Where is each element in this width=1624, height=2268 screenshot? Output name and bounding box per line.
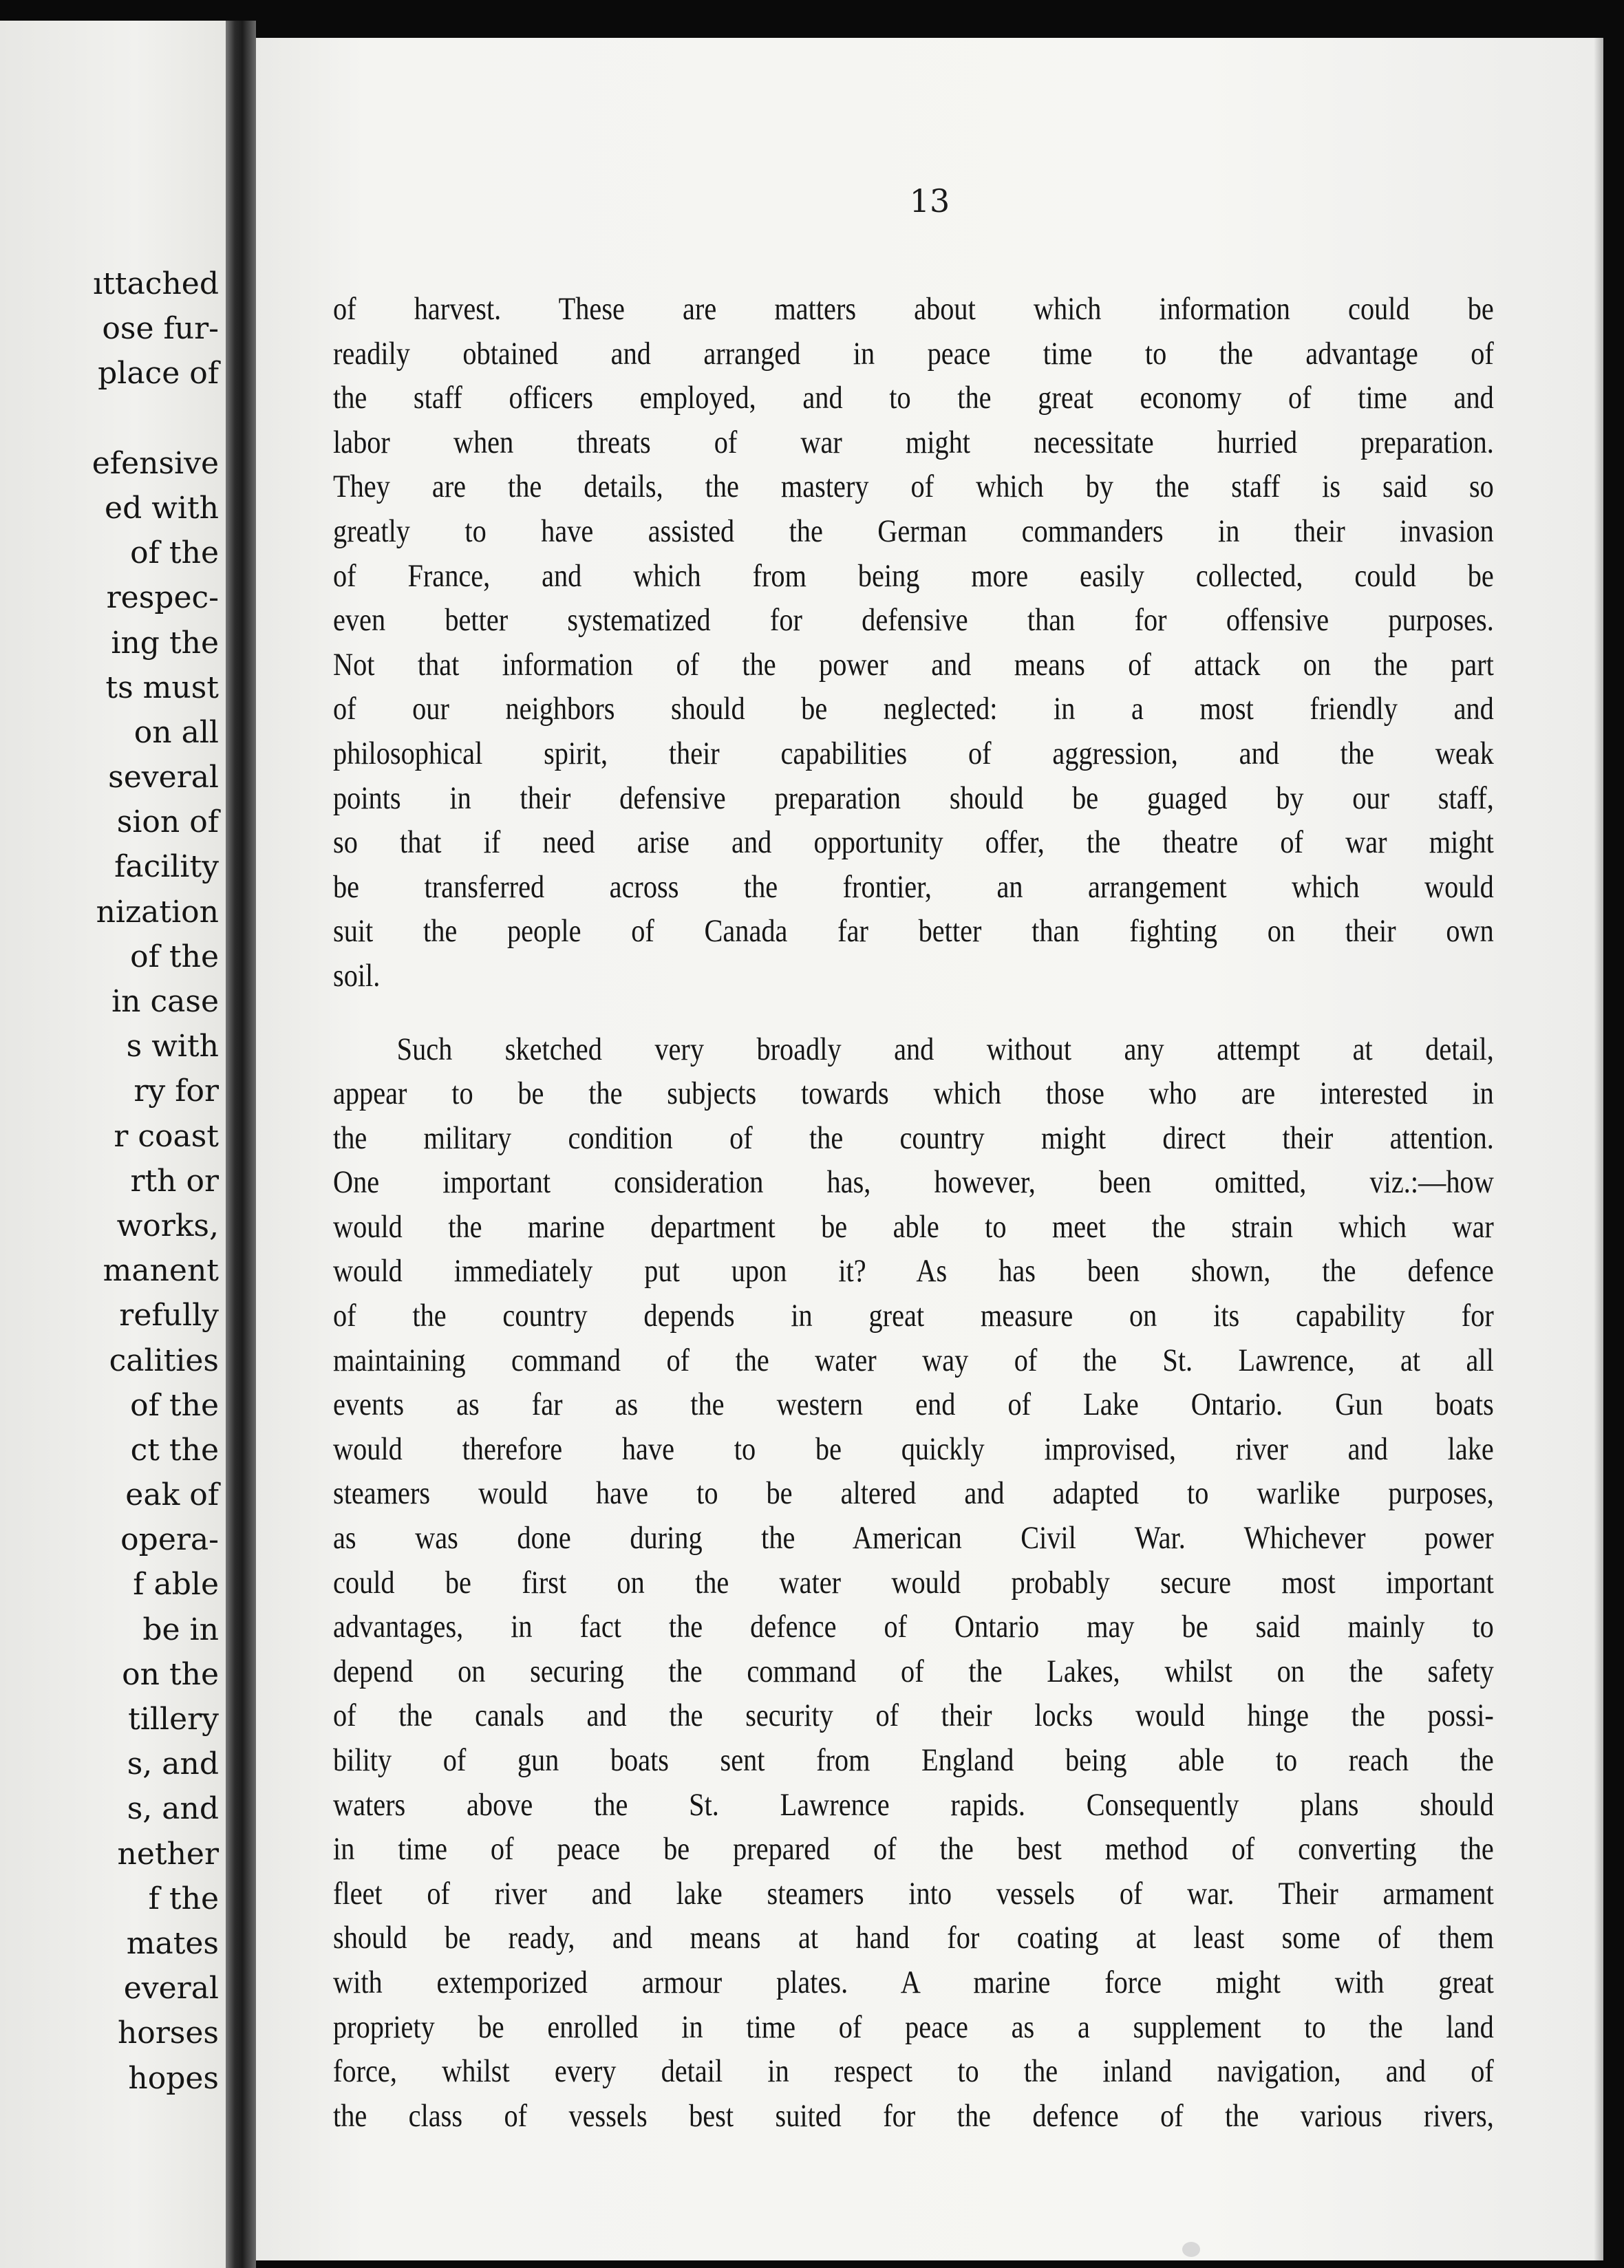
text-line: of France, and which from being more easily collected, could be bbox=[333, 557, 1494, 594]
text-line: philosophical spirit, their capabilities of aggression, and the weak bbox=[333, 735, 1494, 771]
facing-line-fragment: ose fur- bbox=[102, 311, 219, 347]
facing-line-fragment: mates bbox=[126, 1925, 219, 1961]
text-line: readily obtained and arranged in peace time to the advantage of bbox=[333, 335, 1494, 372]
text-line: Such sketched very broadly and without any attempt at detail, bbox=[396, 1031, 1494, 1067]
facing-line-fragment: everal bbox=[123, 1971, 219, 2007]
text-line: the class of vessels best suited for the defence of the various rivers, bbox=[333, 2097, 1494, 2134]
text-line: be transferred across the frontier, an arrangement which would bbox=[333, 868, 1494, 905]
text-line: should be ready, and means at hand for coating at least some of them bbox=[333, 1920, 1494, 1956]
text-line: fleet of river and lake steamers into vessels of war. Their armament bbox=[333, 1875, 1494, 1912]
text-line: depend on securing the command of the Lakes, whilst on the safety bbox=[333, 1653, 1494, 1689]
facing-line-fragment bbox=[0, 396, 226, 441]
text-line: could be first on the water would probably secure most important bbox=[333, 1564, 1494, 1601]
page-number: 13 bbox=[909, 182, 950, 220]
text-line: with extemporized armour plates. A marine force might with great bbox=[333, 1964, 1494, 2000]
text-line: They are the details, the mastery of which by the staff is said so bbox=[333, 469, 1494, 505]
text-line: soil. bbox=[333, 957, 381, 994]
text-line: of harvest. These are matters about which information could be bbox=[333, 291, 1494, 327]
facing-line-fragment: opera- bbox=[120, 1522, 219, 1558]
text-line: events as far as the western end of Lake Ontario. Gun boats bbox=[333, 1387, 1494, 1423]
facing-line-fragment: r coast bbox=[114, 1118, 219, 1154]
facing-line-fragment: in case bbox=[111, 984, 219, 1019]
text-line: propriety be enrolled in time of peace as a supplement to the land bbox=[333, 2009, 1494, 2045]
text-line: even better systematized for defensive than for offensive purposes. bbox=[333, 602, 1494, 639]
text-line: would immediately put upon it? As has been shown, the defence bbox=[333, 1253, 1494, 1290]
text-line: Not that information of the power and means of attack on the part bbox=[333, 646, 1494, 683]
text-line: bility of gun boats sent from England being able to reach the bbox=[333, 1742, 1494, 1778]
facing-line-fragment: horses bbox=[117, 2015, 219, 2051]
facing-line-fragment: works, bbox=[116, 1208, 219, 1243]
text-line: appear to be the subjects towards which those who are interested in bbox=[333, 1076, 1494, 1112]
text-line: would the marine department be able to meet the strain which war bbox=[333, 1208, 1494, 1245]
facing-line-fragment: nization bbox=[96, 894, 219, 930]
text-line: suit the people of Canada far better than fighting on their own bbox=[333, 913, 1494, 950]
facing-line-fragment: tillery bbox=[128, 1702, 219, 1737]
text-line: of our neighbors should be neglected: in a most friendly and bbox=[333, 691, 1494, 727]
facing-line-fragment: of the bbox=[130, 535, 219, 571]
text-line: labor when threats of war might necessitate hurried preparation. bbox=[333, 424, 1494, 460]
facing-line-fragment: on the bbox=[122, 1656, 219, 1692]
facing-line-fragment: refully bbox=[119, 1298, 219, 1334]
book-gutter bbox=[226, 21, 256, 2268]
facing-line-fragment: be in bbox=[142, 1612, 219, 1647]
text-line: waters above the St. Lawrence rapids. Consequently plans should bbox=[333, 1786, 1494, 1823]
facing-line-fragment: f the bbox=[148, 1881, 219, 1916]
text-line: in time of peace be prepared of the best method of converting the bbox=[333, 1831, 1494, 1868]
text-line: force, whilst every detail in respect to the inland navigation, and of bbox=[333, 2053, 1494, 2090]
facing-line-fragment: ed with bbox=[105, 490, 219, 526]
facing-page-fragment bbox=[0, 21, 226, 2268]
facing-line-fragment: respec- bbox=[106, 580, 219, 616]
page-body-text bbox=[333, 287, 1494, 2138]
text-line: so that if need arise and opportunity offer, the theatre of war might bbox=[333, 824, 1494, 861]
text-line: One important consideration has, however, been omitted, viz.:—how bbox=[333, 1164, 1494, 1201]
text-line: steamers would have to be altered and adapted to warlike purposes, bbox=[333, 1475, 1494, 1512]
facing-line-fragment: f able bbox=[133, 1567, 219, 1603]
facing-line-fragment: efensive bbox=[92, 445, 219, 481]
facing-line-fragment: rth or bbox=[130, 1163, 219, 1199]
facing-line-fragment: ts must bbox=[105, 670, 219, 705]
facing-line-fragment: hopes bbox=[128, 2060, 219, 2096]
text-line: as was done during the American Civil War. Whichever power bbox=[333, 1520, 1494, 1556]
text-line: of the country depends in great measure on its capability for bbox=[333, 1298, 1494, 1334]
page-edge-shadow bbox=[1594, 38, 1603, 2260]
facing-page-text bbox=[0, 261, 226, 2101]
facing-line-fragment: of the bbox=[130, 939, 219, 974]
facing-line-fragment: facility bbox=[114, 849, 219, 885]
facing-line-fragment: eak of bbox=[125, 1477, 219, 1513]
facing-line-fragment: several bbox=[108, 760, 219, 795]
facing-line-fragment: manent bbox=[103, 1253, 219, 1289]
facing-line-fragment: ıttached bbox=[93, 266, 219, 301]
text-line: the military condition of the country might direct their attention. bbox=[333, 1120, 1494, 1156]
page-13 bbox=[256, 38, 1603, 2260]
facing-line-fragment: ing the bbox=[111, 625, 219, 661]
text-line: the staff officers employed, and to the great economy of time and bbox=[333, 380, 1494, 416]
facing-line-fragment: of the bbox=[130, 1387, 219, 1423]
text-line: maintaining command of the water way of the St. Lawrence, at all bbox=[333, 1342, 1494, 1378]
text-line: greatly to have assisted the German commanders in their invasion bbox=[333, 513, 1494, 549]
facing-line-fragment: nether bbox=[117, 1836, 219, 1872]
facing-line-fragment: ry for bbox=[133, 1073, 219, 1109]
facing-line-fragment: ct the bbox=[130, 1432, 219, 1468]
facing-line-fragment: calities bbox=[109, 1342, 219, 1378]
text-line: would therefore have to be quickly improvised, river and lake bbox=[333, 1431, 1494, 1467]
scan-speck bbox=[1182, 2242, 1200, 2257]
text-line: advantages, in fact the defence of Ontario may be said mainly to bbox=[333, 1609, 1494, 1645]
text-line: of the canals and the security of their locks would hinge the possi- bbox=[333, 1698, 1494, 1734]
text-line: points in their defensive preparation should be guaged by our staff, bbox=[333, 780, 1494, 816]
facing-line-fragment: s with bbox=[126, 1029, 219, 1065]
facing-line-fragment: s, and bbox=[127, 1746, 219, 1782]
paragraph-gap bbox=[333, 998, 1494, 1027]
facing-line-fragment: place of bbox=[98, 356, 219, 392]
facing-line-fragment: on all bbox=[133, 714, 219, 750]
facing-line-fragment: s, and bbox=[127, 1791, 219, 1827]
facing-line-fragment: sion of bbox=[116, 804, 219, 840]
